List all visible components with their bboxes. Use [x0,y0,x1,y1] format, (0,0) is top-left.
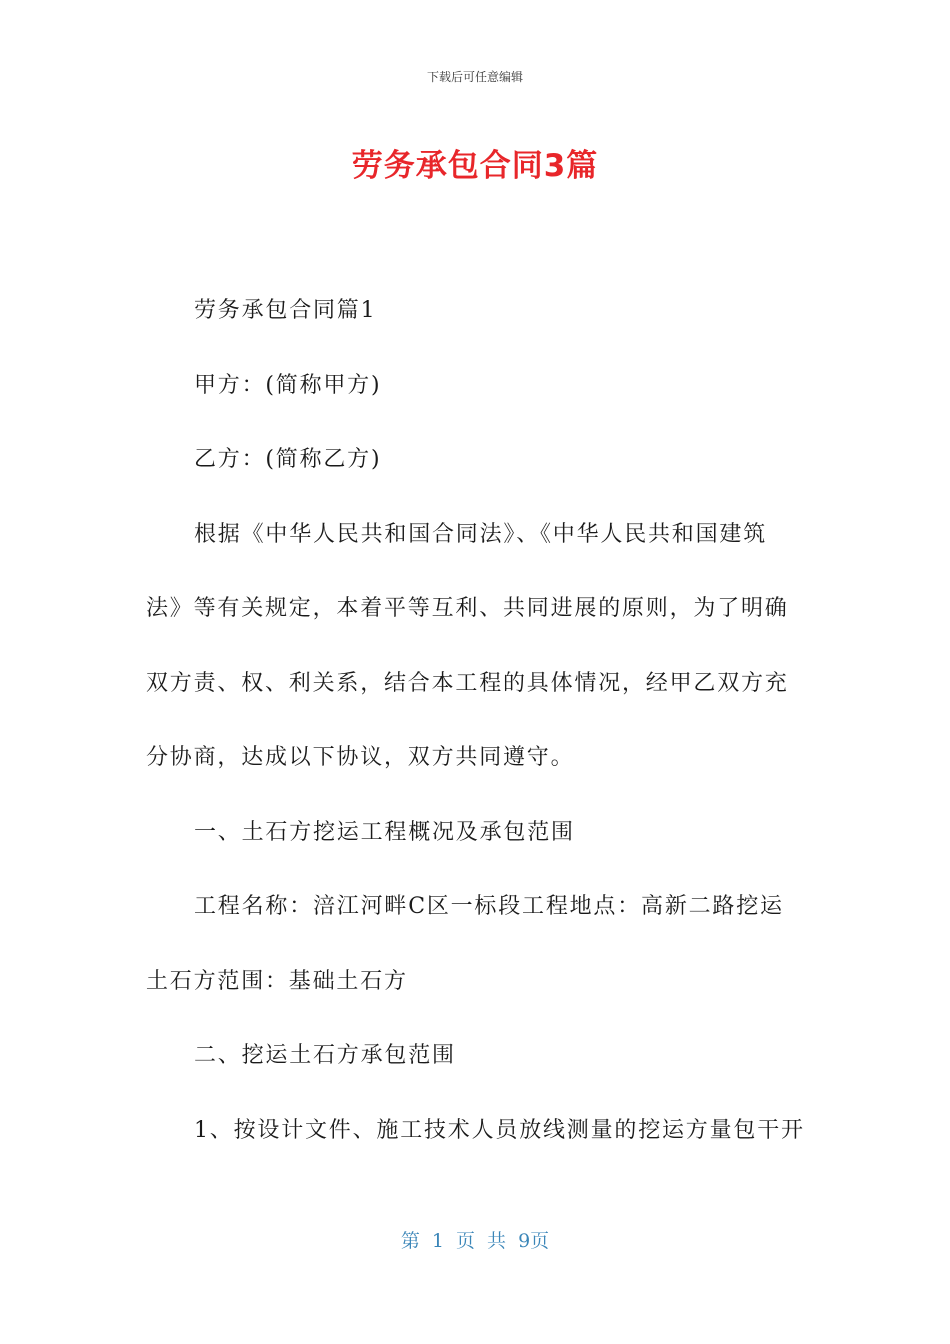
clause-heading: 二、挖运土石方承包范围 [194,1043,456,1068]
paragraph-line: 根据《中华人民共和国合同法》、《中华人民共和国建筑 [194,521,768,547]
page-number: 第 1 页 共 9页 [400,1230,550,1252]
clause-heading: 一、土石方挖运工程概况及承包范围 [194,819,575,845]
paragraph-line: 双方责、权、利关系，结合本工程的具体情况，经甲乙双方充 [146,670,789,696]
paragraph-line: 土石方范围：基础土石方 [146,968,408,994]
paragraph-line: 工程名称：涪江河畔C区一标段工程地点：高新二路挖运 [194,894,784,919]
party-a-line: 甲方：(简称甲方) [194,372,382,398]
party-b-line: 乙方：(简称乙方) [194,447,382,472]
paragraph-line: 分协商，达成以下协议，双方共同遵守。 [146,745,575,770]
header-note: 下载后可任意编辑 [426,70,523,84]
section-heading: 劳务承包合同篇1 [194,298,377,323]
paragraph-line: 1、按设计文件、施工技术人员放线测量的挖运方量包干开 [194,1117,805,1143]
paragraph-line: 法》等有关规定，本着平等互利、共同进展的原则，为了明确 [146,596,789,621]
document-title: 劳务承包合同3篇 [351,148,599,184]
document-body [146,274,805,1168]
